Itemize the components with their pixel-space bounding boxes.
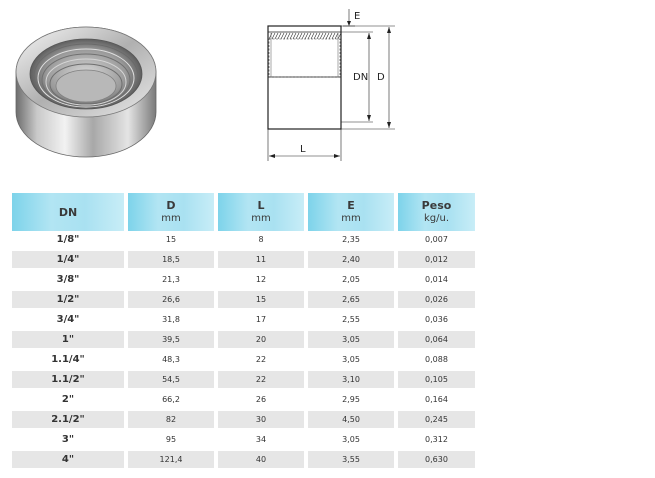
cell-dn: 2.1/2" (12, 411, 124, 431)
cell-e: 4,50 (308, 411, 394, 431)
header-name: D (166, 199, 176, 212)
table-row (12, 351, 475, 371)
cell-peso: 0,014 (398, 271, 475, 291)
header-e (308, 193, 394, 231)
dimension-diagram (255, 5, 405, 165)
cell-peso: 0,630 (398, 451, 475, 471)
cell-e: 2,95 (308, 391, 394, 411)
label-d: D (377, 72, 385, 83)
header-unit: mm (161, 213, 181, 224)
table-body (12, 231, 475, 471)
cell-dn: 4" (12, 451, 124, 471)
header-name: DN (58, 205, 78, 219)
cell-d: 26,6 (128, 291, 214, 311)
cell-d: 15 (128, 231, 214, 251)
cell-d: 31,8 (128, 311, 214, 331)
header-unit: mm (341, 213, 361, 224)
cell-d: 54,5 (128, 371, 214, 391)
cell-peso: 0,088 (398, 351, 475, 371)
cell-e: 2,35 (308, 231, 394, 251)
table-row (12, 291, 475, 311)
cell-l: 17 (218, 311, 304, 331)
spec-table (8, 193, 479, 471)
table-row (12, 431, 475, 451)
cell-l: 11 (218, 251, 304, 271)
cell-e: 3,05 (308, 431, 394, 451)
cell-l: 22 (218, 351, 304, 371)
label-l: L (300, 144, 306, 155)
header-name: L (257, 199, 265, 212)
cell-l: 26 (218, 391, 304, 411)
cell-d: 18,5 (128, 251, 214, 271)
cell-l: 12 (218, 271, 304, 291)
cell-d: 48,3 (128, 351, 214, 371)
header-dn (12, 193, 124, 231)
cell-e: 2,55 (308, 311, 394, 331)
table-row (12, 451, 475, 471)
cell-peso: 0,164 (398, 391, 475, 411)
cell-peso: 0,312 (398, 431, 475, 451)
cell-dn: 1/2" (12, 291, 124, 311)
header-unit: mm (251, 213, 271, 224)
cell-e: 2,65 (308, 291, 394, 311)
cell-dn: 1/4" (12, 251, 124, 271)
header-d (128, 193, 214, 231)
cell-l: 22 (218, 371, 304, 391)
table-row (12, 371, 475, 391)
table-row (12, 271, 475, 291)
table-row (12, 391, 475, 411)
cell-d: 95 (128, 431, 214, 451)
cell-dn: 3/4" (12, 311, 124, 331)
cell-peso: 0,007 (398, 231, 475, 251)
cell-dn: 1" (12, 331, 124, 351)
header-l (218, 193, 304, 231)
cell-peso: 0,245 (398, 411, 475, 431)
cell-dn: 3/8" (12, 271, 124, 291)
cell-dn: 3" (12, 431, 124, 451)
cell-l: 40 (218, 451, 304, 471)
cell-e: 3,05 (308, 331, 394, 351)
cell-dn: 1/8" (12, 231, 124, 251)
cell-dn: 1.1/4" (12, 351, 124, 371)
cell-e: 3,55 (308, 451, 394, 471)
table-row (12, 251, 475, 271)
cell-peso: 0,026 (398, 291, 475, 311)
cell-dn: 1.1/2" (12, 371, 124, 391)
cell-e: 3,05 (308, 351, 394, 371)
label-e: E (354, 11, 361, 22)
table-header-row (12, 193, 475, 231)
header-name: Peso (421, 199, 452, 212)
cell-d: 121,4 (128, 451, 214, 471)
product-photo (8, 12, 163, 162)
cell-e: 2,40 (308, 251, 394, 271)
cell-l: 20 (218, 331, 304, 351)
cell-peso: 0,036 (398, 311, 475, 331)
label-dn: DN (353, 72, 369, 83)
cell-l: 8 (218, 231, 304, 251)
cell-e: 2,05 (308, 271, 394, 291)
cell-peso: 0,064 (398, 331, 475, 351)
cell-peso: 0,105 (398, 371, 475, 391)
cell-d: 39,5 (128, 331, 214, 351)
header-unit: kg/u. (423, 213, 450, 224)
table-row (12, 231, 475, 251)
cell-e: 3,10 (308, 371, 394, 391)
cell-l: 34 (218, 431, 304, 451)
cell-d: 21,3 (128, 271, 214, 291)
table-row (12, 411, 475, 431)
cell-l: 30 (218, 411, 304, 431)
cell-peso: 0,012 (398, 251, 475, 271)
cell-d: 82 (128, 411, 214, 431)
cell-l: 15 (218, 291, 304, 311)
header-peso (398, 193, 475, 231)
cell-dn: 2" (12, 391, 124, 411)
table-row (12, 311, 475, 331)
cell-d: 66,2 (128, 391, 214, 411)
header-name: E (347, 199, 355, 212)
table-row (12, 331, 475, 351)
